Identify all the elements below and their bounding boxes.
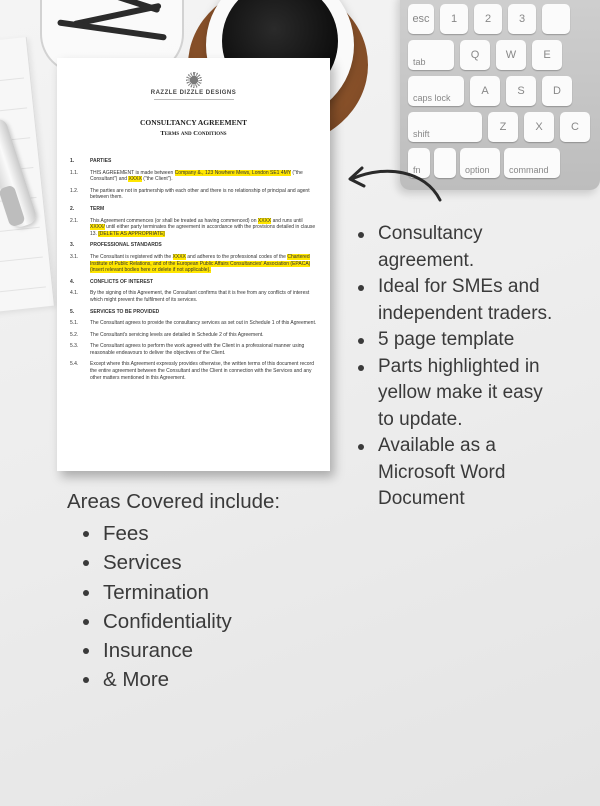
- area-item: Fees: [78, 519, 232, 548]
- clause-fragment: The Consultant is registered with the: [90, 253, 173, 260]
- clause-heading: [70, 206, 318, 213]
- clause: [70, 290, 318, 303]
- area-item: Services: [78, 548, 232, 577]
- clause-number: 4.: [70, 278, 75, 285]
- clause-number: 1.2.: [70, 187, 79, 194]
- key-1: 1: [440, 4, 468, 34]
- clause-text: SERVICES TO BE PROVIDED: [90, 308, 160, 315]
- area-item: Termination: [78, 578, 232, 607]
- key-caps-lock: caps lock: [408, 76, 464, 106]
- key-shift: shift: [408, 112, 482, 142]
- clause-text: [90, 188, 318, 201]
- clause-fragment: ("the Client").: [141, 176, 173, 183]
- clause-text: [90, 361, 318, 381]
- areas-title: Areas Covered include:: [67, 490, 281, 513]
- document-logo: [57, 72, 330, 100]
- highlighted-text: Chartered Institute of Public Relations, and of the European Public Affairs Consultancies' Association (EPACA) (insert relevant bodies here or delete if not applicable).: [90, 253, 311, 274]
- bullet-icon: [83, 531, 89, 537]
- clause-fragment: Except where this Agreement expressly provides otherwise, the written terms of this document record the entire agreement between the Consultant and the Client in connection with the Services and any other matters mentioned in this Agreement.: [90, 361, 314, 381]
- brand-name: RAZZLE DIZZLE DESIGNS: [150, 90, 237, 96]
- clause-text: CONFLICTS OF INTEREST: [90, 278, 154, 285]
- feature-item: Parts highlighted in yellow make it easy to update.: [354, 354, 559, 434]
- area-item: & More: [78, 665, 232, 694]
- features-list: [354, 221, 559, 513]
- clause: [70, 361, 318, 381]
- clause: [70, 343, 318, 356]
- key-3: 3: [508, 4, 536, 34]
- area-item: Insurance: [78, 636, 232, 665]
- highlighted-text: XXXX: [257, 217, 272, 224]
- highlighted-text: Company &., 123 Nowhere Mews, London SE1 4MY: [174, 169, 292, 176]
- clause-text: [90, 343, 318, 356]
- bullet-icon: [358, 232, 364, 238]
- key-s: S: [506, 76, 536, 106]
- feature-item: Ideal for SMEs and independent traders.: [354, 274, 559, 327]
- document-subtitle: Terms and Conditions: [160, 130, 227, 137]
- highlighted-text: XXXX/: [90, 224, 105, 231]
- clause-text: [90, 170, 318, 183]
- bullet-icon: [83, 677, 89, 683]
- clause-fragment: THIS AGREEMENT is made between: [90, 169, 175, 176]
- key-e: E: [532, 40, 562, 70]
- clause-heading: [70, 309, 318, 316]
- clause-heading: [70, 242, 318, 249]
- key-x: X: [524, 112, 554, 142]
- clause-fragment: The Consultant agrees to provide the consultancy services as set out in Schedule 1 of this Agreement.: [90, 320, 317, 327]
- key-c: C: [560, 112, 590, 142]
- clause: [70, 218, 318, 238]
- clause-text: [90, 290, 318, 303]
- curved-arrow-icon: [340, 160, 450, 220]
- clause-number: 2.1.: [70, 217, 79, 224]
- clause-text: [90, 320, 318, 327]
- clause-fragment: and runs until: [271, 217, 303, 224]
- bullet-icon: [358, 444, 364, 450]
- clause-number: 1.1.: [70, 169, 79, 176]
- highlighted-text: [DELETE AS APPROPRIATE]: [98, 230, 165, 237]
- key-option: option: [460, 148, 500, 178]
- highlighted-text: XXXX: [128, 176, 142, 183]
- clause-fragment: and adheres to the professional codes of the: [185, 253, 288, 260]
- key-d: D: [542, 76, 572, 106]
- key-z: Z: [488, 112, 518, 142]
- clause: [70, 188, 318, 201]
- brand-divider: [154, 99, 234, 100]
- bullet-icon: [358, 365, 364, 371]
- clause-heading: [70, 279, 318, 286]
- key-q: Q: [460, 40, 490, 70]
- clause-fragment: The parties are not in partnership with each other and there is no relationship of principal and agent between them.: [90, 187, 310, 201]
- area-item: Confidentiality: [78, 607, 232, 636]
- bullet-icon: [358, 338, 364, 344]
- clause-fragment: until either party terminates the agreement in accordance with the provisions detailed in clause 13.: [90, 224, 316, 237]
- clause-text: PROFESSIONAL STANDARDS: [90, 242, 162, 249]
- key-4: [542, 4, 570, 34]
- bullet-icon: [83, 560, 89, 566]
- clause-fragment: ("the Consultant") and: [90, 169, 303, 183]
- key-esc: esc: [408, 4, 434, 34]
- key-2: 2: [474, 4, 502, 34]
- document-title: CONSULTANCY AGREEMENT: [139, 118, 248, 127]
- clause-fragment: This Agreement commences (or shall be treated as having commenced) on: [90, 217, 258, 224]
- document-body: [70, 158, 318, 386]
- key-a: A: [470, 76, 500, 106]
- clause-fragment: By the signing of this Agreement, the Consultant confirms that it is free from any conflicts of interest which might prevent the fulfilment of its services.: [90, 290, 310, 303]
- clause-number: 5.2.: [70, 331, 79, 338]
- document-preview: [57, 58, 330, 471]
- clause-number: 3.1.: [70, 253, 79, 260]
- feature-item: 5 page template: [354, 327, 559, 354]
- clause-text: [90, 332, 318, 339]
- feature-item: Available as a Microsoft Word Document: [354, 433, 559, 513]
- highlighted-text: XXXX: [172, 253, 186, 260]
- key-fn: fn: [408, 148, 430, 178]
- clause-text: [90, 218, 318, 238]
- clause-fragment: The Consultant agrees to perform the work agreed with the Client in a professional manner using reasonable endeavours to deliver the objectives of the Client.: [90, 343, 305, 356]
- clause-fragment: The Consultant's servicing levels are detailed in Schedule 2 of this Agreement.: [90, 331, 264, 338]
- clause-number: 5.3.: [70, 343, 79, 350]
- clause-number: 4.1.: [70, 290, 79, 297]
- bullet-icon: [358, 285, 364, 291]
- clause-number: 5.1.: [70, 320, 79, 327]
- clause-heading: [70, 158, 318, 165]
- clause-text: PARTIES: [90, 158, 112, 164]
- sun-logo-icon: [186, 72, 202, 88]
- clause: [70, 320, 318, 327]
- clause: [70, 254, 318, 274]
- key-command: command: [504, 148, 560, 178]
- clause-number: 1.: [70, 158, 75, 164]
- clause-number: 3.: [70, 242, 75, 249]
- clause-number: 2.: [70, 205, 75, 212]
- clause-number: 5.4.: [70, 361, 79, 368]
- clause: [70, 332, 318, 339]
- feature-item: Consultancy agreement.: [354, 221, 559, 274]
- areas-list: [78, 519, 232, 695]
- key-w: W: [496, 40, 526, 70]
- bullet-icon: [83, 648, 89, 654]
- clause-text: TERM: [90, 205, 105, 212]
- clause-text: [90, 254, 318, 274]
- key-tab: tab: [408, 40, 454, 70]
- clause: [70, 170, 318, 183]
- clause-number: 5.: [70, 308, 75, 315]
- bullet-icon: [83, 590, 89, 596]
- bullet-icon: [83, 619, 89, 625]
